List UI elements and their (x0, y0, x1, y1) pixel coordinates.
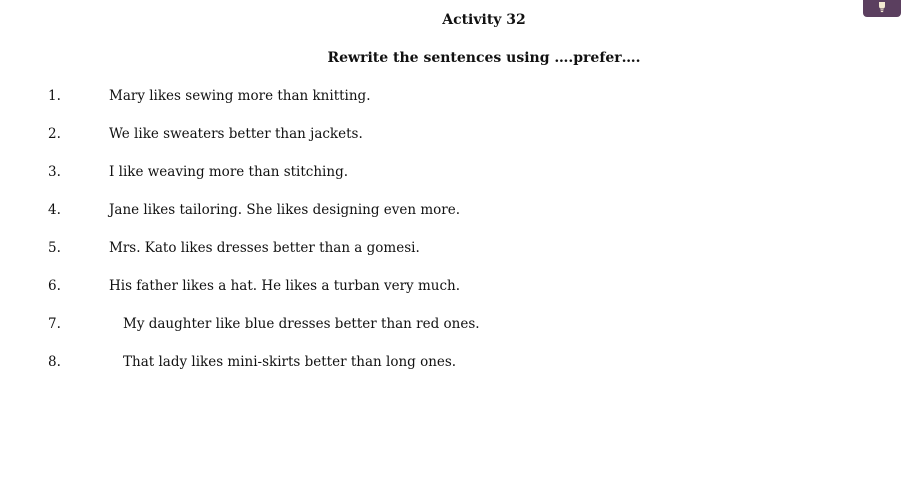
item-sentence: That lady likes mini-skirts better than long ones. (123, 354, 457, 370)
list-item (0, 198, 920, 236)
list-item (0, 236, 920, 274)
item-number: 6. (48, 278, 61, 294)
item-sentence: I like weaving more than stitching. (109, 164, 348, 180)
page-title: Activity 32 (442, 12, 526, 28)
instruction-heading: Rewrite the sentences using ….prefer…. (327, 50, 641, 66)
item-number: 1. (48, 88, 61, 104)
item-sentence: We like sweaters better than jackets. (109, 126, 363, 142)
list-item (0, 160, 920, 198)
lightbulb-icon (876, 1, 888, 13)
list-item (0, 84, 920, 122)
item-number: 7. (48, 316, 61, 332)
item-number: 3. (48, 164, 61, 180)
item-number: 4. (48, 202, 61, 218)
item-sentence: My daughter like blue dresses better than red ones. (123, 316, 480, 332)
list-item (0, 350, 920, 388)
list-item (0, 274, 920, 312)
exercise-list (0, 84, 920, 388)
item-number: 8. (48, 354, 61, 370)
list-item (0, 122, 920, 160)
item-sentence: His father likes a hat. He likes a turban very much. (109, 278, 461, 294)
item-number: 2. (48, 126, 61, 142)
item-number: 5. (48, 240, 61, 256)
item-sentence: Mary likes sewing more than knitting. (109, 88, 371, 104)
list-item (0, 312, 920, 350)
item-sentence: Mrs. Kato likes dresses better than a gomesi. (109, 240, 420, 256)
item-sentence: Jane likes tailoring. She likes designing even more. (109, 202, 461, 218)
